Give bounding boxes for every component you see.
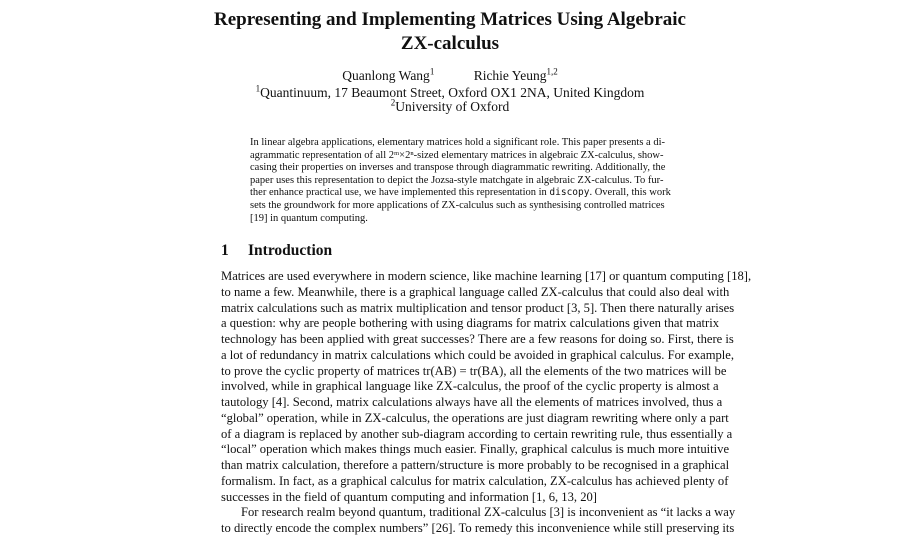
author-1 [342, 68, 434, 83]
body-line: tautology [4]. Second, matrix calculations always have all the elements of matrices involved, thus a [221, 395, 723, 409]
paper-title: Representing and Implementing Matrices Using Algebraic ZX-calculus [214, 9, 686, 54]
section-number: 1 [221, 242, 229, 259]
abstract-line: agrammatic representation of all 2ᵐ×2ⁿ-sized elementary matrices in algebraic ZX-calculus, show- [250, 149, 664, 161]
abstract-line: casing their properties on inverses and transpose through diagrammatic rewriting. Additionally, the [250, 162, 666, 174]
abstract-line-part: . Overall, this work [589, 187, 671, 199]
body-line: For research realm beyond quantum, traditional ZX-calculus [3] is inconvenient as “it lacks a way [241, 505, 736, 520]
body-line: a question: why are people bothering with using diagrams for matrix calculations given that matrix [221, 316, 720, 331]
code-discopy: discopy [549, 187, 590, 199]
author-list [0, 68, 900, 84]
body-line: than matrix calculation, therefore a pattern/structure is more probably to be recognised in a graphical [221, 458, 730, 472]
abstract-line-part: ther enhance practical use, we have implemented this representation in [250, 187, 550, 199]
author-2 [474, 68, 558, 83]
author-2-affil-mark: 1,2 [546, 66, 558, 77]
body-line: a lot of redundancy in matrix calculations which could be avoided in graphical calculus. For example, [221, 347, 735, 362]
body-line: involved, while in graphical language like ZX-calculus, the proof of the cyclic property is almost a [221, 379, 719, 394]
body-line: to name a few. Meanwhile, there is a graphical language called ZX-calculus that could also deal with [221, 284, 730, 299]
abstract-line: [19] in quantum computing. [250, 212, 368, 224]
body-line: to directly encode the complex numbers” [26]. To remedy this inconvenience while still preserving its [221, 521, 735, 535]
author-2-name: Richie Yeung [473, 68, 547, 83]
section-title: Introduction [248, 242, 333, 259]
affiliation-2-mark: 2 [390, 97, 396, 108]
abstract-line: In linear algebra applications, elementary matrices hold a significant role. This paper presents a di- [250, 137, 665, 148]
author-1-name: Quanlong Wang [342, 68, 430, 83]
affiliation-1-mark: 1 [255, 83, 261, 94]
body-text [221, 269, 752, 537]
affiliation-1-text: Quantinuum, 17 Beaumont Street, Oxford OX1 2NA, United Kingdom [260, 85, 645, 100]
body-line: technology has been applied with great successes? There are a few reasons for doing so. First, there is [221, 332, 734, 346]
body-line: “local” operation which makes things much easier. Finally, graphical calculus is much more intuitive [221, 442, 730, 457]
body-line: to prove the cyclic property of matrices tr(AB) = tr(BA), all the elements of the two matrices will be [221, 363, 727, 378]
body-line: successes in the field of quantum computing and information [1, 6, 13, 20] [221, 489, 597, 504]
affiliation-2-text: University of Oxford [395, 99, 510, 114]
section-heading [221, 241, 332, 261]
body-line: Matrices are used everywhere in modern science, like machine learning [17] or quantum computing [18], [221, 269, 752, 283]
abstract [250, 137, 671, 225]
affiliation-2 [0, 99, 900, 115]
body-line: “global” operation, while in ZX-calculus, the operations are just diagram rewriting where only a part [221, 410, 729, 425]
body-line: formalism. In fact, as a graphical calculus for matrix calculation, ZX-calculus has achieved plenty of [221, 473, 729, 488]
author-1-affil-mark: 1 [429, 66, 435, 77]
abstract-line: paper uses this representation to depict the Jozsa-style matchgate in algebraic ZX-calculus. To fur- [250, 174, 664, 186]
body-line: of a diagram is replaced by another sub-diagram according to certain rewriting rule, thus essentially a [221, 426, 733, 441]
abstract-line: sets the groundwork for more applications of ZX-calculus such as synthesising controlled matrices [250, 199, 665, 211]
abstract-line [250, 187, 671, 200]
body-line: matrix calculations such as matrix multiplication and tensor product [3, 5]. Then there naturally arises [221, 300, 735, 315]
